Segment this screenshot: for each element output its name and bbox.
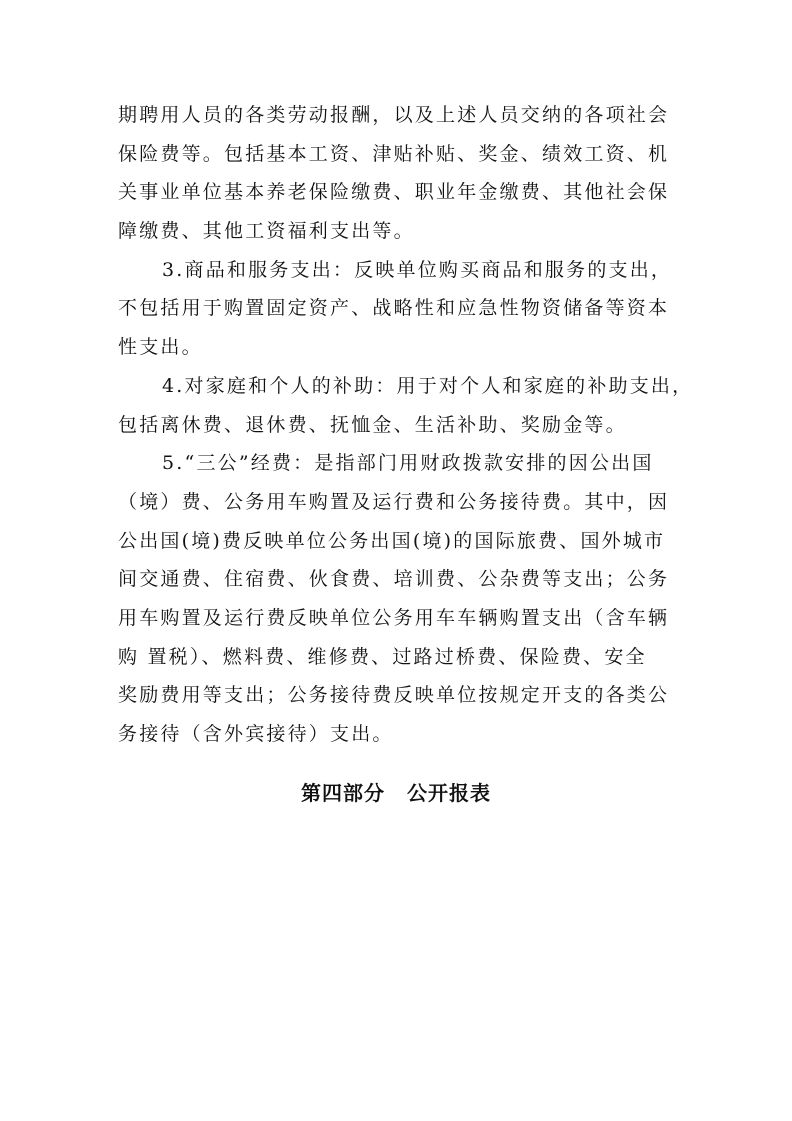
text-line: （境）费、公务用车购置及运行费和公务接待费。其中，因 [118, 490, 670, 513]
text-line: 间交通费、住宿费、伙食费、培训费、公杂费等支出；公务 [118, 568, 670, 591]
text-line: 5.“三公”经费：是指部门用财政拨款安排的因公出国 [162, 452, 654, 475]
text-line: 4.对家庭和个人的补助：用于对个人和家庭的补助支出， [162, 374, 694, 397]
text-line: 公出国(境)费反映单位公务出国(境)的国际旅费、国外城市 [118, 529, 666, 552]
text-line: 用车购置及运行费反映单位公务用车车辆购置支出（含车辆 [118, 606, 670, 629]
section-part: 第四部分 [301, 781, 385, 805]
text-line: 务接待（含外宾接待）支出。 [118, 723, 394, 745]
text-line: 不包括用于购置固定资产、战略性和应急性物资储备等资本 [118, 297, 670, 320]
text-line: 障缴费、其他工资福利支出等。 [118, 220, 415, 243]
text-line: 性支出。 [118, 336, 203, 359]
text-line: 3.商品和服务支出：反映单位购买商品和服务的支出， [162, 258, 673, 281]
text-line: 关事业单位基本养老保险缴费、职业年金缴费、其他社会保 [118, 181, 670, 204]
text-line: 包括离休费、退休费、抚恤金、生活补助、奖励金等。 [118, 413, 627, 436]
body-text [118, 96, 694, 754]
text-line: 购 置税）、燃料费、维修费、过路过桥费、保险费、安全 [118, 645, 647, 668]
text-line: 保险费等。包括基本工资、津贴补贴、奖金、绩效工资、机 [118, 142, 670, 165]
text-line: 期聘用人员的各类劳动报酬，以及上述人员交纳的各项社会 [118, 104, 670, 126]
text-line: 奖励费用等支出；公务接待费反映单位按规定开支的各类公 [118, 684, 670, 707]
section-heading [0, 778, 792, 808]
section-title: 公开报表 [407, 781, 491, 805]
